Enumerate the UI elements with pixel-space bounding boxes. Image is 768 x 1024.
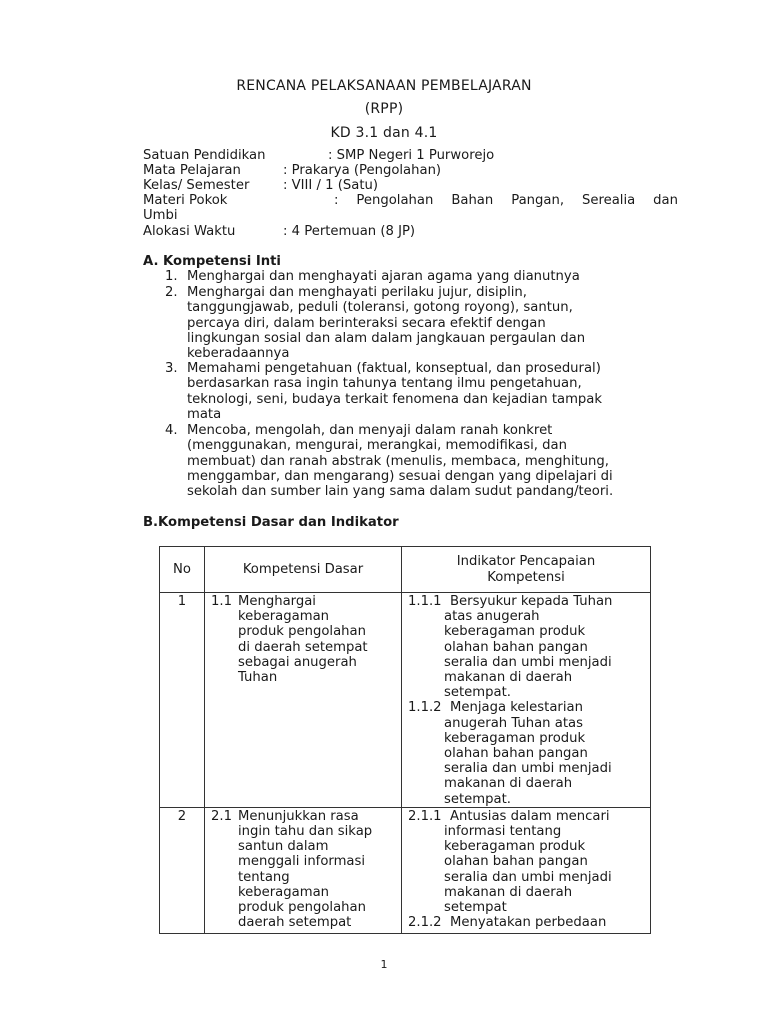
kd-number: 2.1 — [211, 808, 232, 824]
doc-title: RENCANA PELAKSANAAN PEMBELAJARAN — [236, 78, 532, 94]
header-kd: Kompetensi Dasar — [205, 547, 402, 593]
kd-line: produk pengolahan — [238, 624, 366, 640]
list-line: tanggungjawab, peduli (toleransi, gotong royong), santun, — [187, 300, 573, 316]
kd-line: Menghargai — [238, 594, 316, 609]
indicator-line: anugerah Tuhan atas — [444, 715, 583, 731]
kd-line: ingin tahu dan sikap — [238, 824, 373, 840]
header-indicator-line: Indikator Pencapaian — [456, 554, 596, 570]
indicator-line: setempat — [444, 900, 507, 916]
list-line: mata — [187, 406, 222, 422]
kd-line: di daerah setempat — [238, 639, 368, 655]
list-line: Memahami pengetahuan (faktual, konseptual, dan prosedural) — [187, 361, 601, 376]
list-line: (menggunakan, mengurai, merangkai, memodifikasi, dan — [187, 438, 567, 454]
kd-line: santun dalam — [238, 839, 329, 855]
indicator-line: setempat. — [444, 685, 511, 701]
table-row — [160, 807, 651, 933]
indicator-line: olahan bahan pangan — [444, 746, 588, 762]
list-number: 4. — [165, 423, 178, 438]
indicator-line: informasi tentang — [444, 824, 562, 840]
indicator-entry — [402, 915, 650, 930]
kd-line: daerah setempat — [238, 915, 352, 931]
competency-table — [159, 546, 651, 934]
indicator-line: seralia dan umbi menjadi — [444, 654, 612, 670]
identity-label: Kelas/ Semester — [143, 178, 250, 193]
indicator-line: atas anugerah — [444, 609, 540, 625]
indicator-line: Menjaga kelestarian — [450, 700, 583, 716]
table-row — [160, 593, 651, 808]
indicator-line: keberagaman produk — [444, 839, 586, 855]
kd-line: sebagai anugerah — [238, 654, 357, 670]
indicator-entry — [402, 700, 650, 806]
indicator-cell — [402, 593, 651, 808]
identity-label: Satuan Pendidikan — [143, 148, 266, 163]
indicator-number: 2.1.2 — [408, 915, 442, 931]
list-number: 3. — [165, 361, 178, 376]
kd-number: 1.1 — [211, 594, 232, 609]
kd-entry — [205, 809, 401, 931]
identity-label: Alokasi Waktu — [143, 224, 236, 239]
list-item — [187, 361, 602, 422]
header-no: No — [160, 547, 205, 593]
section-b-heading: B.Kompetensi Dasar dan Indikator — [143, 515, 399, 530]
page-number: 1 — [380, 958, 388, 971]
header-indicator-line: Kompetensi — [487, 569, 565, 585]
identity-value-continued: Umbi — [143, 208, 178, 223]
identity-value: : Pengolahan Bahan Pangan, Serealia dan — [334, 193, 678, 208]
list-line: berdasarkan rasa ingin tahunya tentang ilmu pengetahuan, — [187, 376, 582, 392]
section-a-heading: A. Kompetensi Inti — [143, 254, 281, 269]
kd-line: Tuhan — [238, 670, 278, 686]
identity-label: Mata Pelajaran — [143, 163, 241, 178]
indicator-line: olahan bahan pangan — [444, 854, 588, 870]
indicator-entry — [402, 594, 650, 700]
indicator-line: Antusias dalam mencari — [450, 808, 610, 824]
list-line: percaya diri, dalam berinteraksi secara efektif dengan — [187, 315, 546, 331]
indicator-cell — [402, 807, 651, 933]
kd-entry — [205, 594, 401, 685]
row-number: 1 — [160, 593, 205, 808]
indicator-line: Menyatakan perbedaan — [450, 915, 607, 931]
indicator-number: 2.1.1 — [408, 808, 442, 824]
list-line: keberadaannya — [187, 346, 290, 362]
identity-value: : 4 Pertemuan (8 JP) — [283, 224, 416, 239]
indicator-line: seralia dan umbi menjadi — [444, 869, 612, 885]
identity-value: : Prakarya (Pengolahan) — [283, 163, 442, 178]
list-number: 2. — [165, 285, 178, 300]
list-line: menggambar, dan mengarang) sesuai dengan yang dipelajari di — [187, 468, 613, 484]
doc-kd: KD 3.1 dan 4.1 — [330, 125, 438, 141]
indicator-line: Bersyukur kepada Tuhan — [450, 594, 613, 609]
indicator-line: keberagaman produk — [444, 730, 586, 746]
header-indicator — [402, 547, 651, 593]
list-line: sekolah dan sumber lain yang sama dalam sudut pandang/teori. — [187, 484, 614, 500]
kd-line: keberagaman — [238, 884, 330, 900]
list-line: Mencoba, mengolah, dan menyaji dalam ranah konkret — [187, 423, 553, 438]
kd-line: menggali informasi — [238, 854, 366, 870]
table-header-row — [160, 547, 651, 593]
kd-line: tentang — [238, 869, 290, 885]
indicator-line: olahan bahan pangan — [444, 639, 588, 655]
row-number: 2 — [160, 807, 205, 933]
identity-label: Materi Pokok — [143, 193, 228, 208]
indicator-number: 1.1.1 — [408, 594, 442, 609]
list-line: Menghargai dan menghayati perilaku jujur, disiplin, — [187, 285, 527, 300]
kd-cell — [205, 807, 402, 933]
indicator-line: setempat. — [444, 791, 511, 807]
indicator-line: keberagaman produk — [444, 624, 586, 640]
list-line: membuat) dan ranah abstrak (menulis, membaca, menghitung, — [187, 453, 609, 469]
identity-value: : SMP Negeri 1 Purworejo — [328, 148, 495, 163]
list-line: Menghargai dan menghayati ajaran agama yang dianutnya — [187, 269, 580, 284]
indicator-line: makanan di daerah — [444, 670, 573, 686]
indicator-line: makanan di daerah — [444, 776, 573, 792]
kd-line: keberagaman — [238, 609, 330, 625]
list-item — [187, 285, 585, 361]
list-line: teknologi, seni, budaya terkait fenomena dan kejadian tampak — [187, 391, 603, 407]
indicator-entry — [402, 809, 650, 915]
kd-line: produk pengolahan — [238, 900, 366, 916]
kd-cell — [205, 593, 402, 808]
doc-subtitle: (RPP) — [364, 101, 404, 117]
indicator-number: 1.1.2 — [408, 700, 442, 716]
list-number: 1. — [165, 269, 178, 284]
kd-line: Menunjukkan rasa — [238, 808, 359, 824]
list-item — [187, 269, 580, 284]
indicator-line: seralia dan umbi menjadi — [444, 761, 612, 777]
list-line: lingkungan sosial dan alam dalam jangkauan pergaulan dan — [187, 330, 586, 346]
list-item — [187, 423, 613, 499]
indicator-line: makanan di daerah — [444, 884, 573, 900]
identity-value: : VIII / 1 (Satu) — [283, 178, 379, 193]
